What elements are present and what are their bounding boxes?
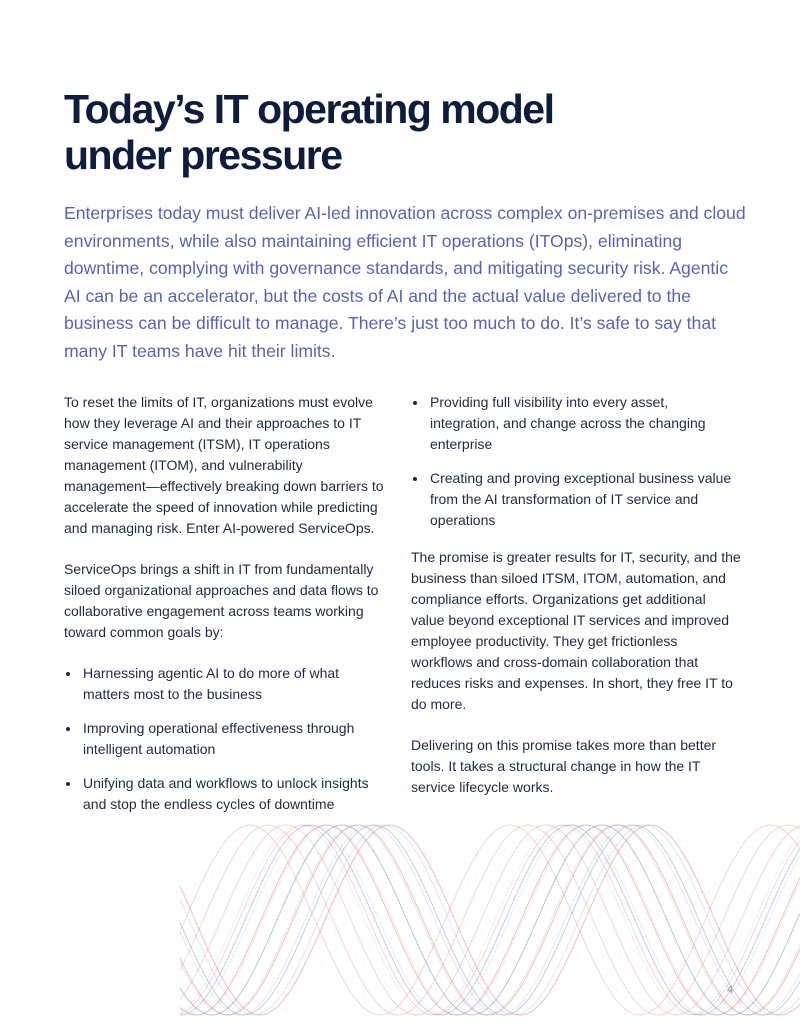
page-number: 4 — [727, 984, 734, 996]
list-item: Improving operational effectiveness through intelligent automation — [64, 718, 384, 760]
decorative-wave-lines — [0, 810, 800, 1035]
right-paragraph-1: The promise is greater results for IT, security, and the business than siloed ITSM, ITOM, automation, and compliance efforts. Organizations get additional value beyond exceptional IT services and improved employee productivity. They get frictionless workflows and cross-domain collaboration that reduces risks and expenses. In short, they free IT to do more. — [411, 549, 741, 712]
list-item: Unifying data and workflows to unlock insights and stop the endless cycles of downtime — [64, 773, 384, 815]
goals-list-continued — [411, 392, 741, 531]
list-item: Harnessing agentic AI to do more of what matters most to the business — [64, 663, 384, 705]
wave-line — [180, 825, 800, 1015]
left-paragraph-2: ServiceOps brings a shift in IT from fundamentally siloed organizational approaches and data flows to collaborative engagement across teams working toward common goals by: — [64, 561, 379, 640]
page-title-line-2: under pressure — [64, 132, 342, 178]
right-paragraph-2: Delivering on this promise takes more than better tools. It takes a structural change in how the IT service lifecycle works. — [411, 737, 717, 795]
left-column — [64, 392, 384, 828]
list-item: Providing full visibility into every asset, integration, and change across the changing enterprise — [411, 392, 741, 455]
right-column — [411, 392, 741, 818]
page-title-line-1: Today’s IT operating model — [64, 86, 554, 132]
goals-list — [64, 663, 384, 815]
page-title — [64, 86, 744, 178]
lede-paragraph: Enterprises today must deliver AI-led innovation across complex on-premises and cloud environments, while also maintaining efficient IT operations (ITOps), eliminating downtime, complying with governance standards, and mitigating security risk. Agentic AI can be an accelerator, but the costs of AI and the actual value delivered to the business can be difficult to manage. There’s just too much to do. It’s safe to say that many IT teams have hit their limits. — [64, 203, 746, 361]
left-paragraph-1: To reset the limits of IT, organizations must evolve how they leverage AI and their approaches to IT service management (ITSM), IT operations management (ITOM), and vulnerability management—effectively breaking down barriers to accelerate the speed of innovation while predicting and managing risk. Enter AI-powered ServiceOps. — [64, 394, 384, 536]
list-item: Creating and proving exceptional business value from the AI transformation of IT service and operations — [411, 468, 741, 531]
